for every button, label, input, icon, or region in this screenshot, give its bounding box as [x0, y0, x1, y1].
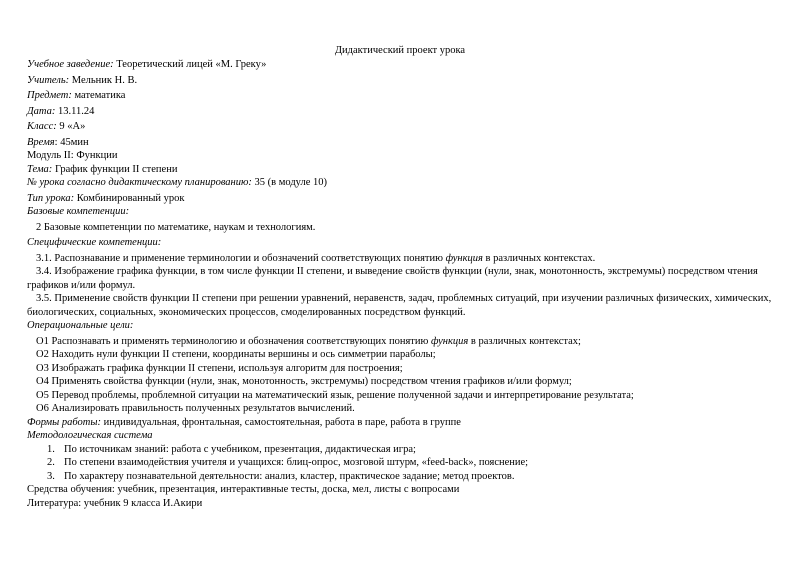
methodology-text: По источникам знаний: работа с учебником, презентация, дидактическая игра;: [64, 443, 416, 455]
topic-value: График функции II степени: [52, 163, 178, 175]
goal-emphasis: функция: [430, 335, 469, 347]
time-line: [27, 136, 777, 150]
goal-item: O6 Анализировать правильность полученных результатов вычислений.: [36, 403, 355, 414]
date-label: Дата:: [27, 105, 56, 117]
specific-competence-item: [27, 252, 777, 266]
goal-text-end: в различных контекстах;: [468, 335, 581, 347]
methodology-item: [27, 470, 777, 484]
basic-competences-heading: Базовые компетенции:: [27, 206, 130, 217]
work-forms-line: [27, 416, 777, 430]
methodology-heading: Методологическая система: [27, 430, 153, 441]
lesson-number-value: 35 (в модуле 10): [251, 177, 327, 188]
specific-competences-heading: Специфические компетенции:: [27, 237, 162, 248]
lesson-number-line: [27, 176, 777, 190]
work-forms-value: индивидуальная, фронтальная, самостоятельная, работа в паре, работа в группе: [100, 416, 461, 428]
teacher-label: Учитель:: [27, 74, 70, 86]
goal-item: O5 Перевод проблемы, проблемной ситуации на математический язык, решение полученной задачи и интерпретирование результата;: [36, 389, 634, 401]
specific-competence-item: 3.5. Применение свойств функции II степени при решении уравнений, неравенств, задач, проблемных ситуаций, при изучении различных физических, химических, биологических, социальных, экономических процессов, смоделированных посредством функций.: [27, 293, 772, 318]
goal-text: O1 Распознавать и применять терминологию и обозначения соответствующих понятию: [36, 335, 431, 347]
goal-item: [27, 335, 777, 349]
work-forms-label: Формы работы:: [27, 416, 101, 428]
class-line: [27, 120, 777, 134]
institution-label: Учебное заведение:: [27, 59, 114, 70]
methodology-number: 1.: [47, 443, 55, 455]
document-title: Дидактический проект урока: [334, 45, 466, 56]
lesson-type-line: [27, 192, 777, 206]
lesson-type-value: Комбинированный урок: [74, 192, 185, 204]
subject-line: [27, 89, 777, 103]
goal-item: O2 Находить нули функции II степени, координаты вершины и ось симметрии параболы;: [36, 349, 436, 360]
date-value: 13.11.24: [55, 105, 95, 117]
goal-item: O4 Применять свойства функции (нули, знак, монотонность, экстремумы) посредством чтения графиков и/или формул;: [36, 376, 572, 387]
class-value: 9 «А»: [56, 121, 86, 132]
institution-value: Теоретический лицей «М. Греку»: [113, 59, 267, 70]
methodology-number: 2.: [47, 457, 55, 468]
competence-text: 3.1. Распознавание и применение терминологии и обозначений соответствующих понятию: [36, 252, 446, 264]
module-line: Модуль II: Функции: [27, 150, 118, 161]
methodology-item: [27, 443, 777, 457]
teacher-line: [27, 74, 777, 88]
time-label: Время: [27, 136, 55, 148]
methodology-list: [27, 443, 777, 484]
subject-value: математика: [71, 90, 126, 101]
operational-goals-list: [27, 335, 777, 416]
subject-label: Предмет:: [27, 90, 72, 101]
class-label: Класс:: [27, 121, 57, 132]
lesson-number-label: № урока согласно дидактическому планированию:: [27, 177, 252, 188]
methodology-number: 3.: [47, 470, 55, 482]
competence-text-end: в различных контекстах.: [482, 252, 596, 264]
methodology-item: [27, 456, 777, 470]
methodology-text: По степени взаимодействия учителя и учащихся: блиц-опрос, мозговой штурм, «feed-back», пояснение;: [64, 457, 529, 468]
document-body: [27, 58, 777, 510]
goal-item: O3 Изображать графика функции II степени, используя алгоритм для построения;: [36, 362, 403, 374]
time-value: : 45мин: [54, 136, 89, 148]
operational-goals-heading: Операциональные цели:: [27, 320, 134, 331]
literature-line: Литература: учебник 9 класса И.Акири: [27, 497, 203, 509]
date-line: [27, 105, 777, 119]
teacher-value: Мельник Н. В.: [69, 74, 138, 86]
topic-line: [27, 163, 777, 177]
competence-emphasis: функция: [445, 252, 483, 264]
lesson-type-label: Тип урока:: [27, 192, 75, 204]
basic-competence-item: 2 Базовые компетенции по математике, наукам и технологиям.: [36, 221, 316, 233]
institution-line: [27, 58, 777, 72]
methodology-text: По характеру познавательной деятельности: анализ, кластер, практическое задание; метод проектов.: [64, 470, 515, 482]
means-line: Средства обучения: учебник, презентация, интерактивные тесты, доска, мел, листы с вопросами: [27, 484, 460, 495]
topic-label: Тема:: [27, 163, 53, 175]
specific-competence-item: 3.4. Изображение графика функции, в том числе функции II степени, и выведение свойств функции (нули, знак, монотонность, экстремумы) посредством чтения графиков и/или формул.: [27, 266, 758, 291]
specific-competences-list: [27, 252, 777, 320]
